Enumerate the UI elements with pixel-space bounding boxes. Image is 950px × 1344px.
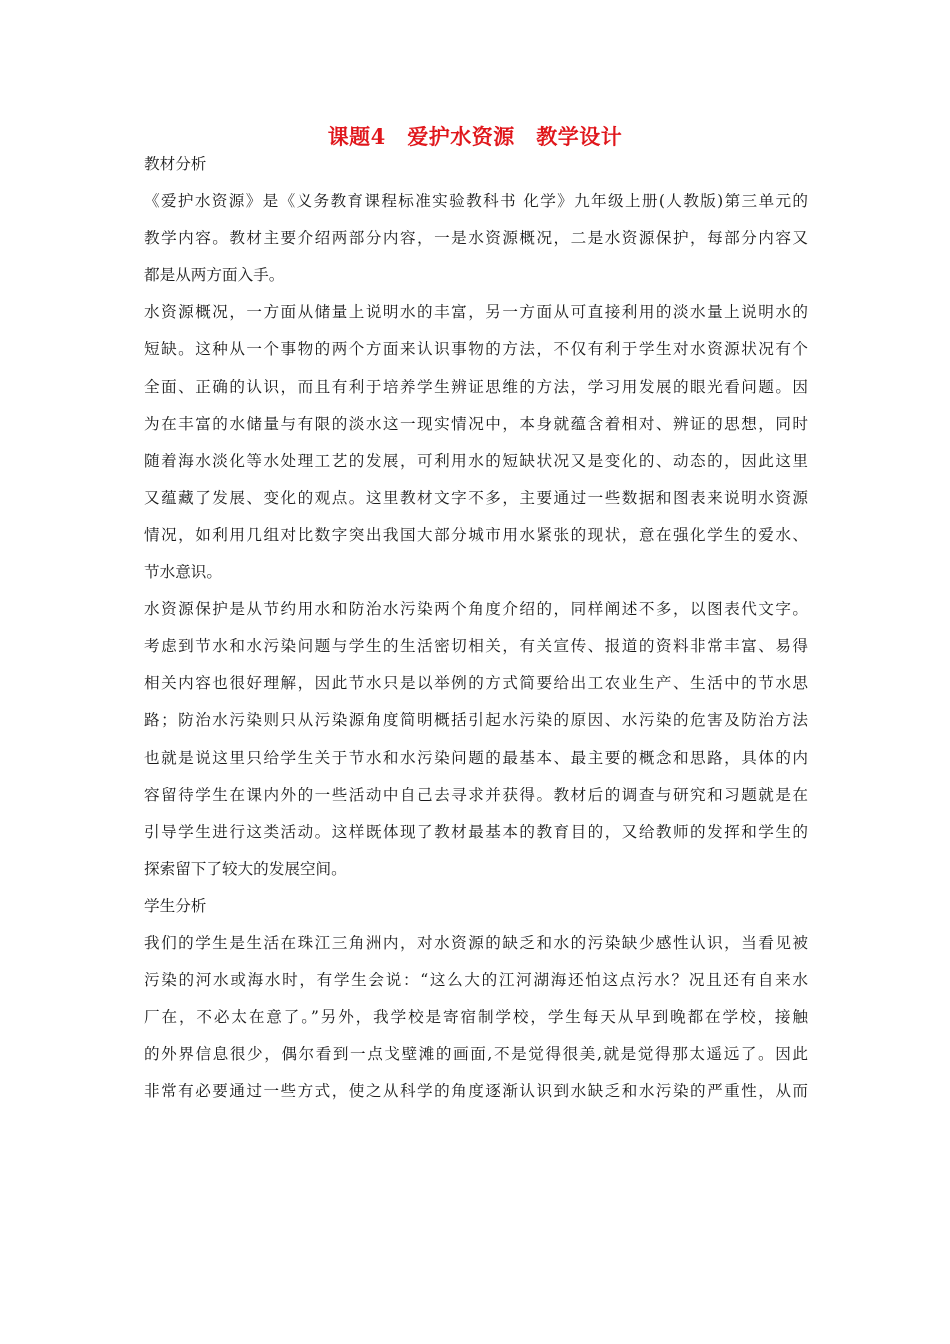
paragraph-line: 又蕴藏了发展、变化的观点。这里教材文字不多，主要通过一些数据和图表来说明水资源 [144, 488, 808, 507]
section-heading-student-analysis: 学生分析 [144, 896, 207, 915]
paragraph-line: 水资源概况，一方面从储量上说明水的丰富，另一方面从可直接利用的淡水量上说明水的 [144, 303, 808, 322]
paragraph-line: 全面、正确的认识，而且有利于培养学生辨证思维的方法，学习用发展的眼光看问题。因 [144, 377, 808, 396]
paragraph-line: 厂在，不必太在意了。”另外，我学校是寄宿制学校，学生每天从早到晚都在学校，接触 [144, 1008, 808, 1027]
paragraph-line: 相关内容也很好理解，因此节水只是以举例的方式简要给出工农业生产、生活中的节水思 [144, 674, 808, 693]
paragraph-line: 情况，如利用几组对比数字突出我国大部分城市用水紧张的现状，意在强化学生的爱水、 [144, 525, 808, 544]
paragraph-line: 短缺。这种从一个事物的两个方面来认识事物的方法，不仅有利于学生对水资源状况有个 [144, 340, 808, 359]
paragraph-line: 引导学生进行这类活动。这样既体现了教材最基本的教育目的，又给教师的发挥和学生的 [144, 822, 808, 841]
paragraph-line: 都是从两方面入手。 [144, 266, 285, 285]
paragraph-line: 随着海水淡化等水处理工艺的发展，可利用水的短缺状况又是变化的、动态的，因此这里 [144, 451, 808, 470]
paragraph-line: 也就是说这里只给学生关于节水和水污染问题的最基本、最主要的概念和思路，具体的内 [144, 748, 808, 767]
paragraph-line: 考虑到节水和水污染问题与学生的生活密切相关，有关宣传、报道的资料非常丰富、易得 [144, 637, 808, 656]
paragraph-line: 水资源保护是从节约用水和防治水污染两个角度介绍的，同样阐述不多，以图表代文字。 [144, 600, 808, 619]
paragraph-line: 容留待学生在课内外的一些活动中自己去寻求并获得。教材后的调查与研究和习题就是在 [144, 785, 808, 804]
paragraph-line: 《爱护水资源》是《义务教育课程标准实验教科书 化学》九年级上册(人教版)第三单元的 [144, 192, 808, 211]
paragraph-line: 的外界信息很少，偶尔看到一点戈壁滩的画面,不是觉得很美,就是觉得那太遥远了。因此 [144, 1045, 808, 1064]
paragraph-line: 节水意识。 [144, 563, 222, 582]
paragraph-line: 为在丰富的水储量与有限的淡水这一现实情况中，本身就蕴含着相对、辨证的思想，同时 [144, 414, 808, 433]
paragraph-line: 我们的学生是生活在珠江三角洲内，对水资源的缺乏和水的污染缺少感性认识，当看见被 [144, 933, 808, 952]
section-heading-textbook-analysis: 教材分析 [144, 155, 207, 173]
paragraph-line: 非常有必要通过一些方式，使之从科学的角度逐渐认识到水缺乏和水污染的严重性，从而 [144, 1082, 808, 1101]
document-body [144, 146, 808, 1110]
paragraph-line: 教学内容。教材主要介绍两部分内容，一是水资源概况，二是水资源保护，每部分内容又 [144, 229, 808, 248]
document-title: 课题4 爱护水资源 教学设计 [327, 124, 623, 149]
paragraph-line: 路；防治水污染则只从污染源角度简明概括引起水污染的原因、水污染的危害及防治方法 [144, 711, 808, 730]
paragraph-line: 探索留下了较大的发展空间。 [144, 859, 347, 878]
paragraph-line: 污染的河水或海水时，有学生会说：“这么大的江河湖海还怕这点污水？况且还有自来水 [144, 971, 808, 990]
